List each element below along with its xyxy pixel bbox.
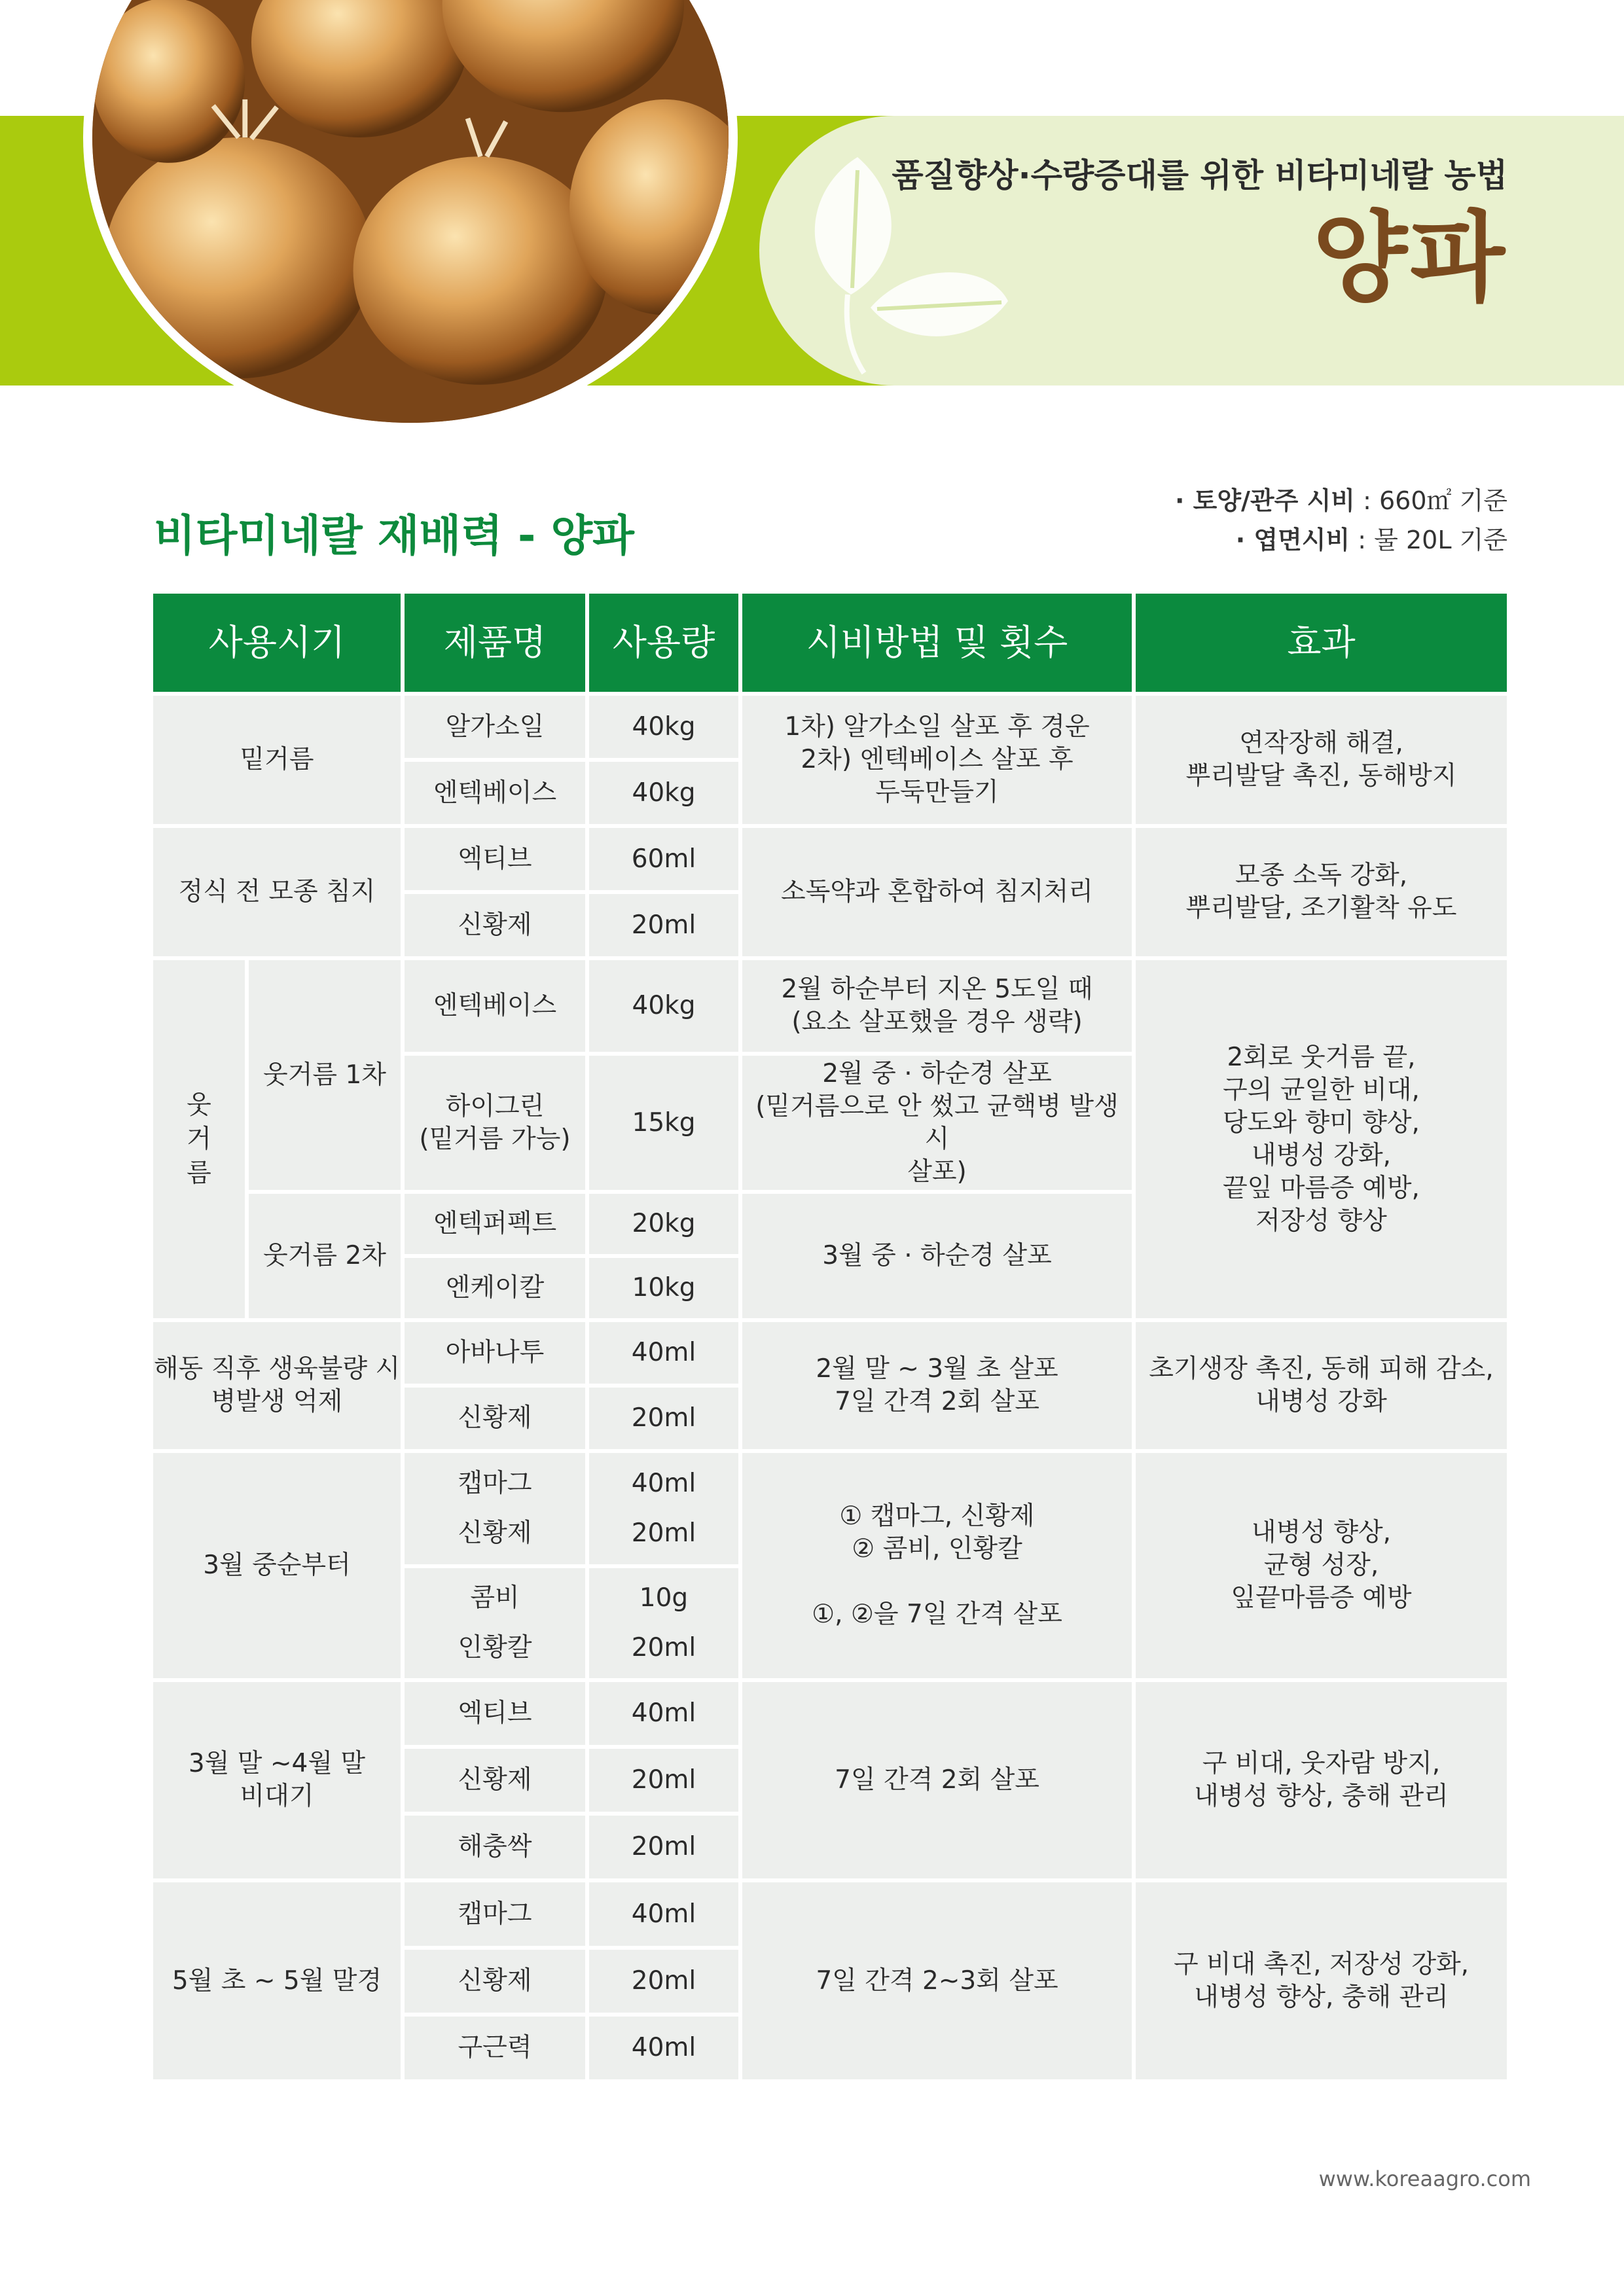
- row1-amount-1: 40kg: [589, 696, 738, 758]
- header-amount: 사용량: [589, 594, 738, 692]
- row3-amount-1: 40kg: [589, 960, 738, 1052]
- row1-product-2: 엔텍베이스: [405, 762, 585, 824]
- row7-product-2: 신황제: [405, 1950, 585, 2013]
- row5-amount-2: 10g 20ml: [589, 1568, 738, 1678]
- header-period: 사용시기: [153, 594, 401, 692]
- row3-period-group: 웃 거 름: [153, 960, 245, 1318]
- row4-amount-1: 40ml: [589, 1322, 738, 1384]
- header-method: 시비방법 및 횟수: [742, 594, 1132, 692]
- section-title: 비타미네랄 재배력 - 양파: [154, 511, 634, 561]
- legend: [1175, 481, 1507, 560]
- row4-product-1: 아바나투: [405, 1322, 585, 1384]
- row4-product-2: 신황제: [405, 1388, 585, 1449]
- row4-effect: 초기생장 촉진, 동해 피해 감소, 내병성 강화: [1136, 1322, 1507, 1449]
- row2-period: 정식 전 모종 침지: [153, 828, 401, 956]
- row6-product-1: 엑티브: [405, 1682, 585, 1745]
- row3-amount-4: 10kg: [589, 1258, 738, 1318]
- row6-amount-2: 20ml: [589, 1749, 738, 1812]
- row1-amount-2: 40kg: [589, 762, 738, 824]
- row4-amount-2: 20ml: [589, 1388, 738, 1449]
- row3-amount-3: 20kg: [589, 1194, 738, 1254]
- row1-product-1: 알가소일: [405, 696, 585, 758]
- row6-amount-3: 20ml: [589, 1816, 738, 1878]
- row3-sub2: 웃거름 2차: [249, 1194, 401, 1318]
- row3-amount-2: 15kg: [589, 1056, 738, 1190]
- row7-product-1: 캡마그: [405, 1882, 585, 1946]
- row3-method-3: 3월 중 · 하순경 살포: [742, 1194, 1132, 1318]
- row6-product-2: 신황제: [405, 1749, 585, 1812]
- row4-period: 해동 직후 생육불량 시 병발생 억제: [153, 1322, 401, 1449]
- row7-method: 7일 간격 2~3회 살포: [742, 1882, 1132, 2079]
- row2-method: 소독약과 혼합하여 침지처리: [742, 828, 1132, 956]
- row6-product-3: 해충싹: [405, 1816, 585, 1878]
- row2-product-1: 엑티브: [405, 828, 585, 890]
- footer-url[interactable]: www.koreaagro.com: [1318, 2166, 1531, 2191]
- schedule-table: [153, 594, 1507, 2079]
- row2-amount-1: 60ml: [589, 828, 738, 890]
- crop-title: 양파: [1312, 202, 1507, 315]
- row5-method: ① 캡마그, 신황제 ② 콤비, 인황칼 ①, ②을 7일 간격 살포: [742, 1453, 1132, 1678]
- row3-product-1: 엔텍베이스: [405, 960, 585, 1052]
- subtitle: 품질향상·수량증대를 위한 비타미네랄 농법: [892, 156, 1507, 194]
- row5-product-2: 콤비 인황칼: [405, 1568, 585, 1678]
- row1-method: 1차) 알가소일 살포 후 경운 2차) 엔텍베이스 살포 후 두둑만들기: [742, 696, 1132, 824]
- row1-period: 밑거름: [153, 696, 401, 824]
- row2-product-2: 신황제: [405, 894, 585, 956]
- row1-effect: 연작장해 해결, 뿌리발달 촉진, 동해방지: [1136, 696, 1507, 824]
- legend-foliar: · 엽면시비 : 물 20L 기준: [1235, 526, 1507, 554]
- row3-effect: 2회로 웃거름 끝, 구의 균일한 비대, 당도와 향미 향상, 내병성 강화, 끝잎 마름증 예방, 저장성 향상: [1136, 960, 1507, 1318]
- row3-method-2: 2월 중 · 하순경 살포 (밑거름으로 안 썼고 균핵병 발생 시 살포): [742, 1056, 1132, 1190]
- row3-product-4: 엔케이칼: [405, 1258, 585, 1318]
- row3-product-2: 하이그린 (밑거름 가능): [405, 1056, 585, 1190]
- row7-amount-1: 40ml: [589, 1882, 738, 1946]
- row2-amount-2: 20ml: [589, 894, 738, 956]
- row7-product-3: 구근력: [405, 2017, 585, 2079]
- row2-effect: 모종 소독 강화, 뿌리발달, 조기활착 유도: [1136, 828, 1507, 956]
- legend-soil: · 토양/관주 시비 : 660㎡ 기준: [1174, 486, 1507, 515]
- row3-sub1: 웃거름 1차: [249, 960, 401, 1190]
- row4-method: 2월 말 ~ 3월 초 살포 7일 간격 2회 살포: [742, 1322, 1132, 1449]
- row6-amount-1: 40ml: [589, 1682, 738, 1745]
- row6-period: 3월 말 ~4월 말 비대기: [153, 1682, 401, 1878]
- header-effect: 효과: [1136, 594, 1507, 692]
- row3-product-3: 엔텍퍼펙트: [405, 1194, 585, 1254]
- row5-product-1: 캡마그 신황제: [405, 1453, 585, 1564]
- row5-amount-1: 40ml 20ml: [589, 1453, 738, 1564]
- header-product: 제품명: [405, 594, 585, 692]
- row7-period: 5월 초 ~ 5월 말경: [153, 1882, 401, 2079]
- row5-effect: 내병성 향상, 균형 성장, 잎끝마름증 예방: [1136, 1453, 1507, 1678]
- row7-amount-2: 20ml: [589, 1950, 738, 2013]
- row3-method-1: 2월 하순부터 지온 5도일 때 (요소 살포했을 경우 생략): [742, 960, 1132, 1052]
- row6-method: 7일 간격 2회 살포: [742, 1682, 1132, 1878]
- row6-effect: 구 비대, 웃자람 방지, 내병성 향상, 충해 관리: [1136, 1682, 1507, 1878]
- row7-amount-3: 40ml: [589, 2017, 738, 2079]
- row7-effect: 구 비대 촉진, 저장성 강화, 내병성 향상, 충해 관리: [1136, 1882, 1507, 2079]
- row5-period: 3월 중순부터: [153, 1453, 401, 1678]
